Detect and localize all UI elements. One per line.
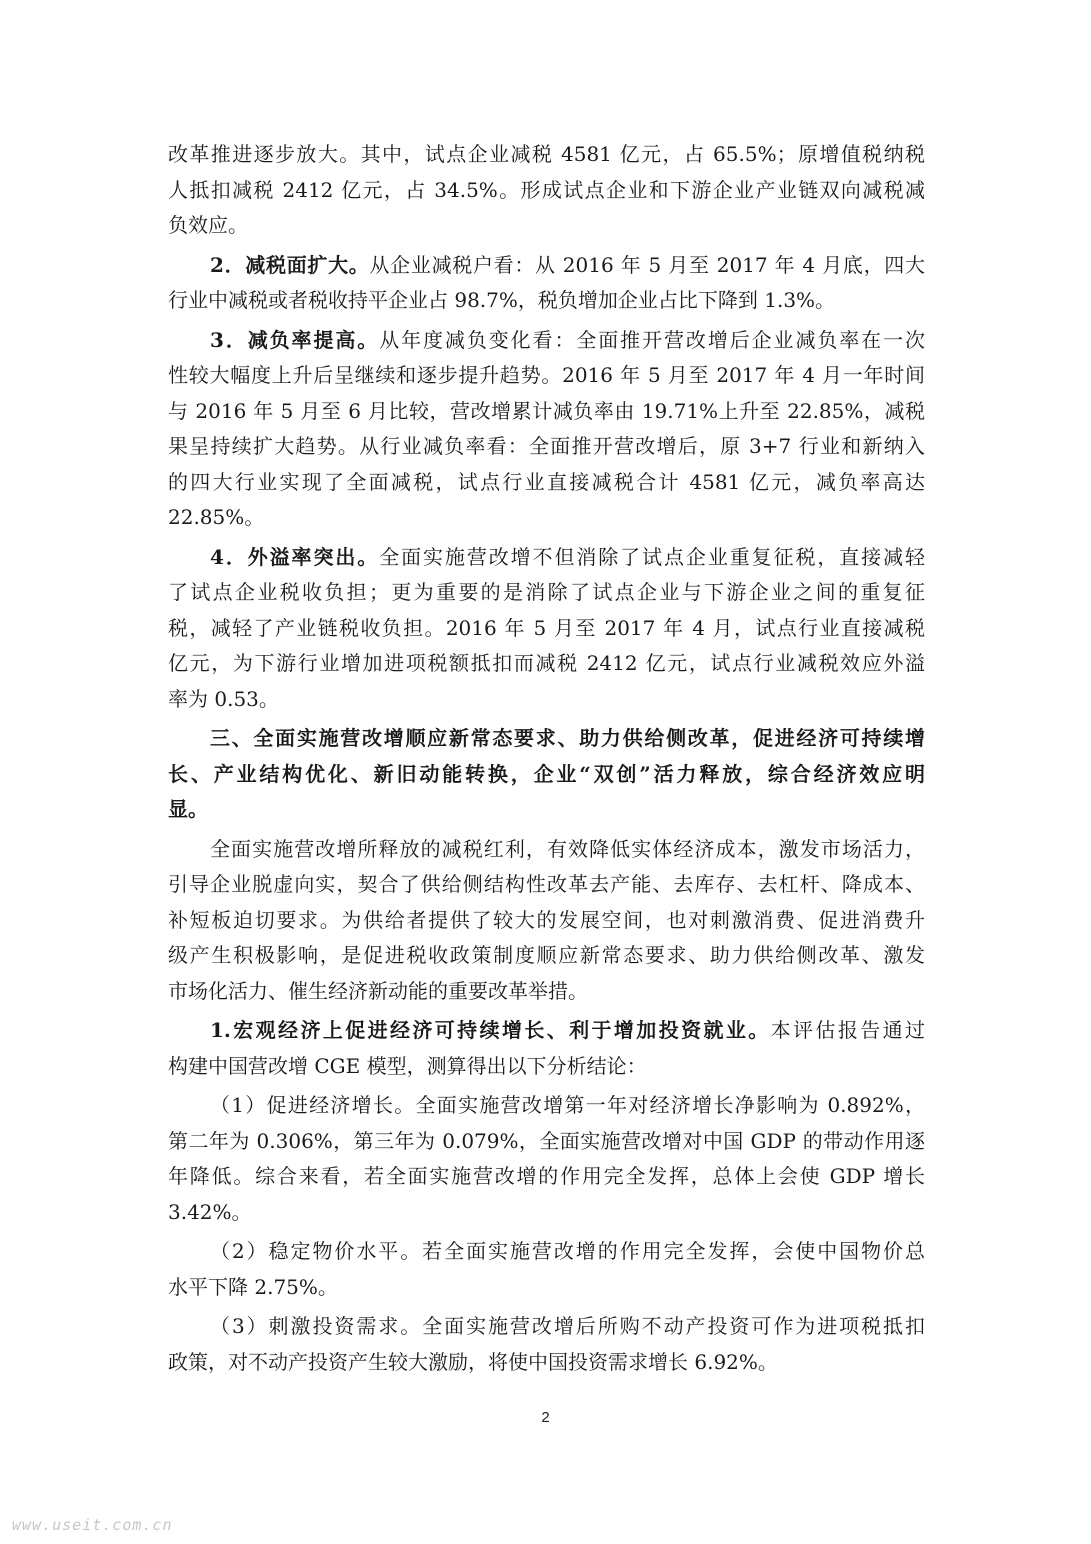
text-run: 从企业减税户看：从 2016 年 5 月至 2017 年 4 月底，四大 [369, 252, 925, 277]
watermark-text: www.useit.com.cn [12, 1516, 173, 1534]
paragraph-lead: 2．减税面扩大。 [210, 252, 370, 277]
text-line: 税，减轻了产业链税收负担。2016 年 5 月至 2017 年 4 月，试点行业直接减税 [168, 615, 925, 640]
paragraph [168, 248, 925, 319]
section-heading [168, 721, 925, 828]
text-line: 级产生积极影响，是促进税收政策制度顺应新常态要求、助力供给侧改革、激发 [168, 943, 925, 967]
paragraph [168, 1309, 925, 1380]
text-run: 从年度减负变化看：全面推开营改增后企业减负率在一次 [379, 327, 925, 352]
text-line: 市场化活力、催生经济新动能的重要改革举措。 [168, 978, 588, 1003]
text-line: （1）促进经济增长。全面实施营改增第一年对经济增长净影响为 0.892%， [210, 1093, 925, 1117]
text-line: 补短板迫切要求。为供给者提供了较大的发展空间，也对刺激消费、促进消费升 [168, 907, 925, 932]
text-line: 亿元，为下游行业增加进项税额抵扣而减税 2412 亿元，试点行业减税效应外溢 [168, 651, 925, 675]
paragraph-lead: 1.宏观经济上促进经济可持续增长、利于增加投资就业。 [210, 1018, 771, 1042]
heading-line: 显。 [168, 797, 208, 821]
text-line [168, 323, 925, 359]
text-line: 的四大行业实现了全面减税，试点行业直接减税合计 4581 亿元，减负率高达 [168, 469, 925, 494]
text-line: 改革推进逐步放大。其中，试点企业减税 4581 亿元，占 65.5%；原增值税纳税 [168, 142, 925, 166]
text-line: 与 2016 年 5 月至 6 月比较，营改增累计减负率由 19.71%上升至 22.85%，减税 [168, 398, 925, 423]
paragraph [168, 1088, 925, 1230]
text-line: 3.42%。 [168, 1199, 252, 1224]
page-number: 2 [541, 1409, 550, 1426]
text-line: 全面实施营改增所释放的减税红利，有效降低实体经济成本，激发市场活力， [210, 836, 925, 861]
text-run: 本评估报告通过 [770, 1018, 925, 1042]
text-line: 22.85%。 [168, 505, 265, 529]
heading-line: 长、产业结构优化、新旧动能转换，企业“双创”活力释放，综合经济效应明 [168, 761, 925, 786]
text-line [168, 540, 925, 576]
text-line: 水平下降 2.75%。 [168, 1274, 338, 1299]
paragraph [168, 832, 925, 1010]
text-line: 构建中国营改增 CGE 模型，测算得出以下分析结论： [168, 1053, 647, 1078]
text-line: 果呈持续扩大趋势。从行业减负率看：全面推开营改增后，原 3+7 行业和新纳入 [168, 434, 925, 458]
text-line: 性较大幅度上升后呈继续和逐步提升趋势。2016 年 5 月至 2017 年 4 月一年时间 [168, 363, 925, 387]
text-line: 了试点企业税收负担；更为重要的是消除了试点企业与下游企业之间的重复征 [168, 580, 925, 604]
paragraph [168, 540, 925, 718]
text-line: 行业中减税或者税收持平企业占 98.7%，税负增加企业占比下降到 1.3%。 [168, 288, 836, 312]
text-line [168, 248, 925, 284]
paragraph-lead: 3．减负率提高。 [210, 327, 380, 352]
paragraph [168, 1234, 925, 1305]
paragraph [168, 1013, 925, 1084]
heading-line: 三、全面实施营改增顺应新常态要求、助力供给侧改革，促进经济可持续增 [210, 726, 925, 750]
text-line: （2）稳定物价水平。若全面实施营改增的作用完全发挥，会使中国物价总 [210, 1239, 925, 1263]
text-line: 负效应。 [168, 213, 248, 237]
text-run: 全面实施营改增不但消除了试点企业重复征税，直接减轻 [379, 544, 925, 569]
text-line: 年降低。综合来看，若全面实施营改增的作用完全发挥，总体上会使 GDP 增长 [168, 1164, 925, 1188]
paragraph [168, 323, 925, 536]
document-body [168, 137, 925, 1384]
text-line: 率为 0.53。 [168, 686, 279, 711]
text-line: 引导企业脱虚向实，契合了供给侧结构性改革去产能、去库存、去杠杆、降成本、 [168, 872, 925, 896]
text-line: 第二年为 0.306%，第三年为 0.079%，全面实施营改增对中国 GDP 的带动作用逐 [168, 1128, 925, 1153]
text-line [168, 1013, 925, 1049]
text-line: 人抵扣减税 2412 亿元，占 34.5%。形成试点企业和下游企业产业链双向减税减 [168, 177, 925, 202]
text-line: 政策，对不动产投资产生较大激励，将使中国投资需求增长 6.92%。 [168, 1349, 778, 1374]
paragraph-lead: 4．外溢率突出。 [210, 544, 380, 569]
text-line: （3）刺激投资需求。全面实施营改增后所购不动产投资可作为进项税抵扣 [210, 1314, 925, 1338]
paragraph [168, 137, 925, 244]
